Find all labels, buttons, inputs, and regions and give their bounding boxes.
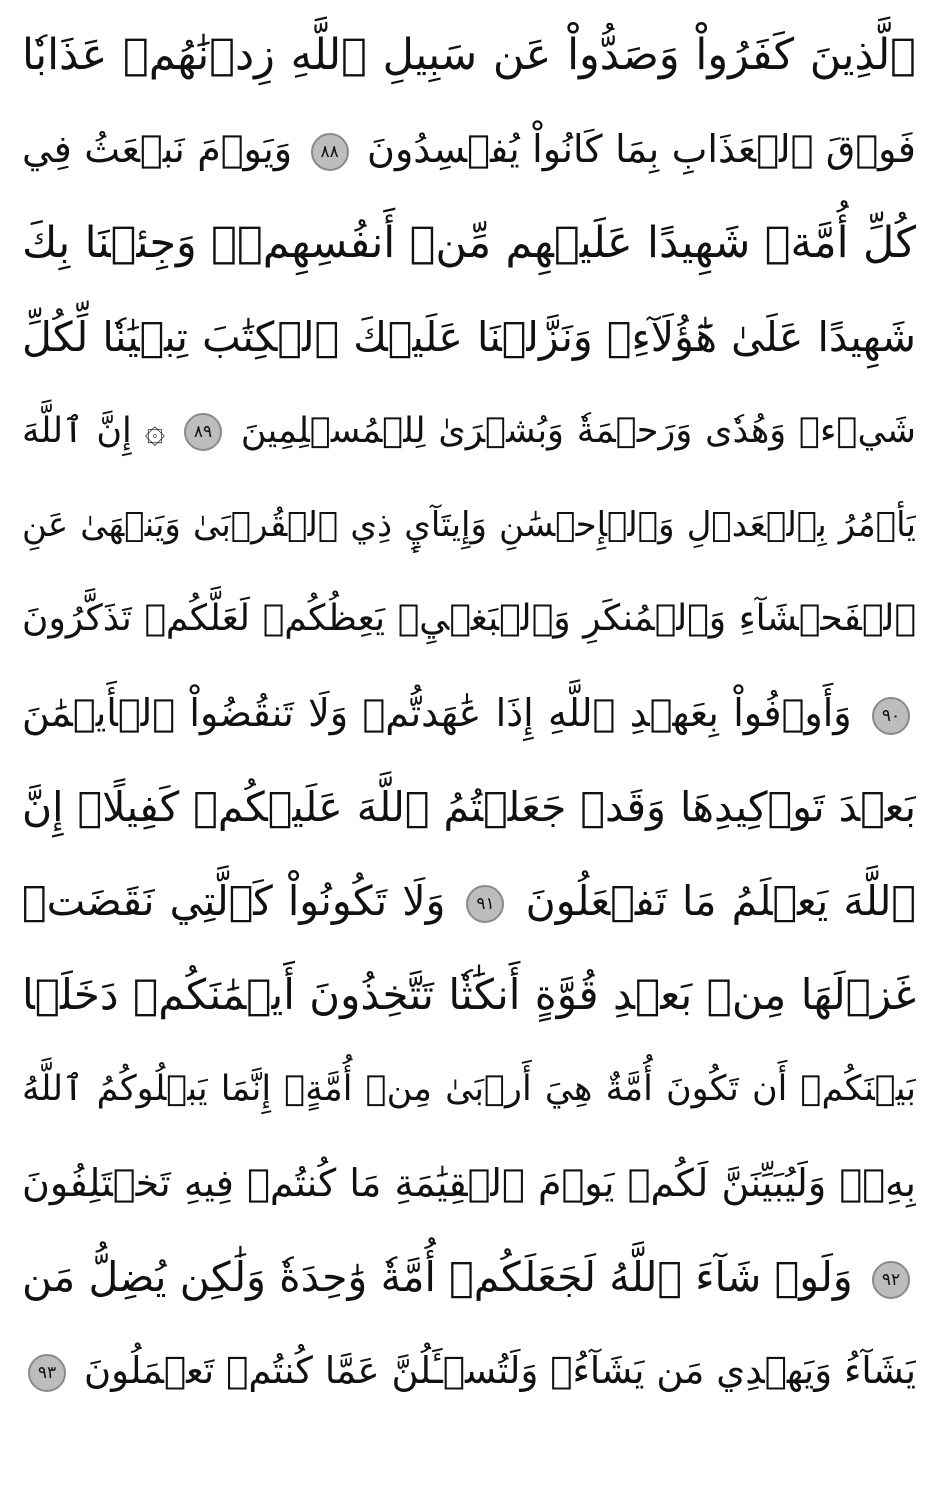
text-line (22, 1136, 916, 1230)
text-line (22, 760, 916, 854)
text-line (22, 8, 916, 102)
verse-text: يَشَآءُ وَيَهۡدِي مَن يَشَآءُۚ وَلَتُسۡـَٔلُنَّ عَمَّا كُنتُمۡ تَعۡمَلُونَ (83, 1349, 916, 1392)
verse-text: ٱللَّهَ يَعۡلَمُ مَا تَفۡعَلُونَ (525, 877, 916, 925)
verse-text: بَيۡنَكُمۡ أَن تَكُونَ أُمَّةٌ هِيَ أَرۡبَىٰ مِنۡ أُمَّةٍۚ إِنَّمَا يَبۡلُوكُمُ ٱللَّهُ (22, 1069, 916, 1109)
ayah-number-marker: ٩٢ (872, 1261, 910, 1299)
verse-text: شَهِيدًا عَلَىٰ هَٰٓؤُلَآءِۚ وَنَزَّلۡنَا عَلَيۡكَ ٱلۡكِتَٰبَ تِبۡيَٰنٗا لِّكُلِّ (22, 313, 916, 361)
text-line (22, 1324, 916, 1418)
text-line (22, 196, 916, 290)
text-line (22, 290, 916, 384)
ayah-number-marker: ٨٨ (311, 133, 349, 171)
text-line (22, 478, 916, 572)
verse-text: ۞ إِنَّ ٱللَّهَ (22, 411, 166, 451)
text-line (22, 572, 916, 666)
text-line (22, 1230, 916, 1324)
text-line (22, 948, 916, 1042)
verse-text: وَيَوۡمَ نَبۡعَثُ فِي (22, 127, 293, 171)
verse-text: بِهِۦۚ وَلَيُبَيِّنَنَّ لَكُمۡ يَوۡمَ ٱلۡقِيَٰمَةِ مَا كُنتُمۡ فِيهِ تَخۡتَلِفُونَ (22, 1161, 916, 1205)
verse-text: غَزۡلَهَا مِنۢ بَعۡدِ قُوَّةٍ أَنكَٰثٗا تَتَّخِذُونَ أَيۡمَٰنَكُمۡ دَخَلَۢا (22, 970, 916, 1019)
text-line (22, 1042, 916, 1136)
ayah-number-marker: ٩٠ (872, 697, 910, 735)
verse-text: وَلَوۡ شَآءَ ٱللَّهُ لَجَعَلَكُمۡ أُمَّةٗ وَٰحِدَةٗ وَلَٰكِن يُضِلُّ مَن (22, 1253, 853, 1301)
verse-text: شَيۡءٖ وَهُدٗى وَرَحۡمَةٗ وَبُشۡرَىٰ لِلۡمُسۡلِمِينَ (240, 411, 916, 451)
verse-text: بَعۡدَ تَوۡكِيدِهَا وَقَدۡ جَعَلۡتُمُ ٱللَّهَ عَلَيۡكُمۡ كَفِيلًاۚ إِنَّ (22, 783, 916, 831)
ayah-number-marker: ٩٣ (28, 1354, 66, 1392)
verse-text: يَأۡمُرُ بِٱلۡعَدۡلِ وَٱلۡإِحۡسَٰنِ وَإِيتَآيِٕ ذِي ٱلۡقُرۡبَىٰ وَيَنۡهَىٰ عَنِ (22, 505, 916, 545)
text-line (22, 666, 916, 760)
ayah-number-marker: ٩١ (466, 885, 504, 923)
text-line (22, 854, 916, 948)
text-line (22, 102, 916, 196)
verse-text: ٱلَّذِينَ كَفَرُواْ وَصَدُّواْ عَن سَبِيلِ ٱللَّهِ زِدۡنَٰهُمۡ عَذَابٗا (22, 30, 916, 80)
verse-text: كُلِّ أُمَّةٖ شَهِيدًا عَلَيۡهِم مِّنۡ أَنفُسِهِمۡۖ وَجِئۡنَا بِكَ (22, 218, 916, 268)
verse-text: وَلَا تَكُونُواْ كَٱلَّتِي نَقَضَتۡ (22, 877, 446, 925)
verse-text: وَأَوۡفُواْ بِعَهۡدِ ٱللَّهِ إِذَا عَٰهَدتُّمۡ وَلَا تَنقُضُواْ ٱلۡأَيۡمَٰنَ (22, 691, 852, 735)
verse-text: فَوۡقَ ٱلۡعَذَابِ بِمَا كَانُواْ يُفۡسِدُونَ (367, 127, 916, 171)
ayah-number-marker: ٨٩ (184, 413, 222, 451)
verse-text: ٱلۡفَحۡشَآءِ وَٱلۡمُنكَرِ وَٱلۡبَغۡيِۚ يَعِظُكُمۡ لَعَلَّكُمۡ تَذَكَّرُونَ (22, 598, 916, 639)
text-line (22, 384, 916, 478)
